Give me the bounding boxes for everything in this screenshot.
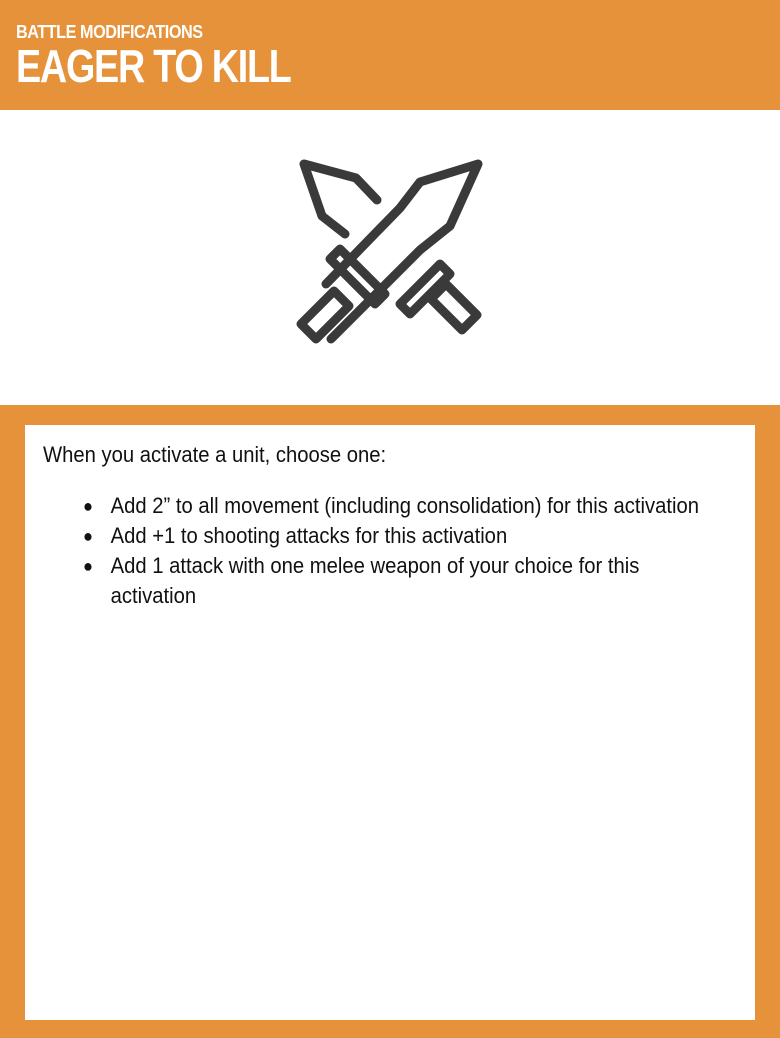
sword-grip-left — [431, 284, 477, 330]
bullet-icon: ● — [83, 496, 94, 516]
card-category: BATTLE MODIFICATIONS — [16, 22, 203, 42]
rules-options-list — [83, 491, 727, 611]
list-item — [83, 491, 727, 521]
option-text: Add 1 attack with one melee weapon of your choice for this activation — [110, 553, 640, 608]
rules-intro: When you activate a unit, choose one: — [43, 442, 387, 467]
option-text: Add +1 to shooting attacks for this activation — [110, 523, 508, 548]
sword-blade-left — [304, 164, 377, 234]
option-text: Add 2” to all movement (including consolidation) for this activation — [110, 493, 699, 518]
bullet-icon: ● — [83, 526, 94, 546]
rules-frame — [0, 405, 780, 1038]
bullet-icon: ● — [83, 556, 94, 576]
card-title: EAGER TO KILL — [16, 40, 291, 92]
list-item — [83, 521, 727, 551]
card-header — [0, 0, 780, 110]
list-item — [83, 551, 727, 611]
icon-area — [0, 110, 780, 405]
rules-box — [25, 425, 755, 1020]
crossed-swords-icon — [290, 150, 490, 350]
